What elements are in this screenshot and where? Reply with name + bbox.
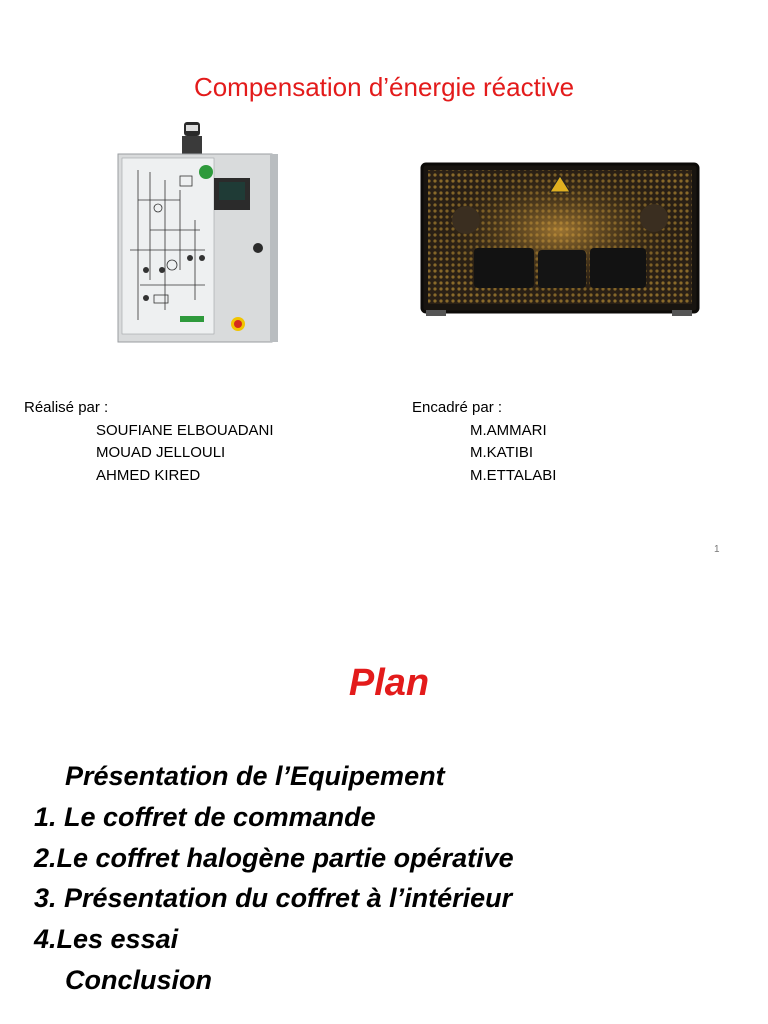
author-name: MOUAD JELLOULI (96, 444, 226, 461)
author-name: SOUFIANE ELBOUADANI (96, 421, 274, 439)
realise-par-block (24, 397, 274, 487)
realise-par-label: Réalisé par : (24, 399, 109, 416)
supervisor-name: M.KATIBI (470, 444, 534, 461)
plan-item: Conclusion (65, 964, 212, 995)
supervisor-name: M.AMMARI (470, 421, 547, 439)
plan-title: Plan (348, 662, 430, 704)
supervisor-name: M.ETTALABI (470, 466, 557, 484)
slide-2 (0, 580, 768, 1024)
page-number: 1 (714, 544, 720, 555)
slide-title: Compensation d’énergie réactive (193, 72, 575, 102)
plan-item: 4.Les essai (34, 924, 179, 955)
control-panel-cabinet-photo (110, 120, 310, 345)
halogen-box-machine-photo (414, 160, 704, 325)
author-name: AHMED KIRED (96, 466, 201, 484)
encadre-par-label: Encadré par : (412, 399, 503, 416)
plan-item: 1. Le coffret de commande (34, 801, 376, 832)
encadre-par-block (412, 397, 556, 487)
plan-item: Présentation de l’Equipement (65, 761, 445, 791)
plan-item: 3. Présentation du coffret à l’intérieur (34, 883, 513, 914)
plan-item: 2.Le coffret halogène partie opérative (34, 842, 514, 873)
plan-list (34, 756, 514, 1001)
